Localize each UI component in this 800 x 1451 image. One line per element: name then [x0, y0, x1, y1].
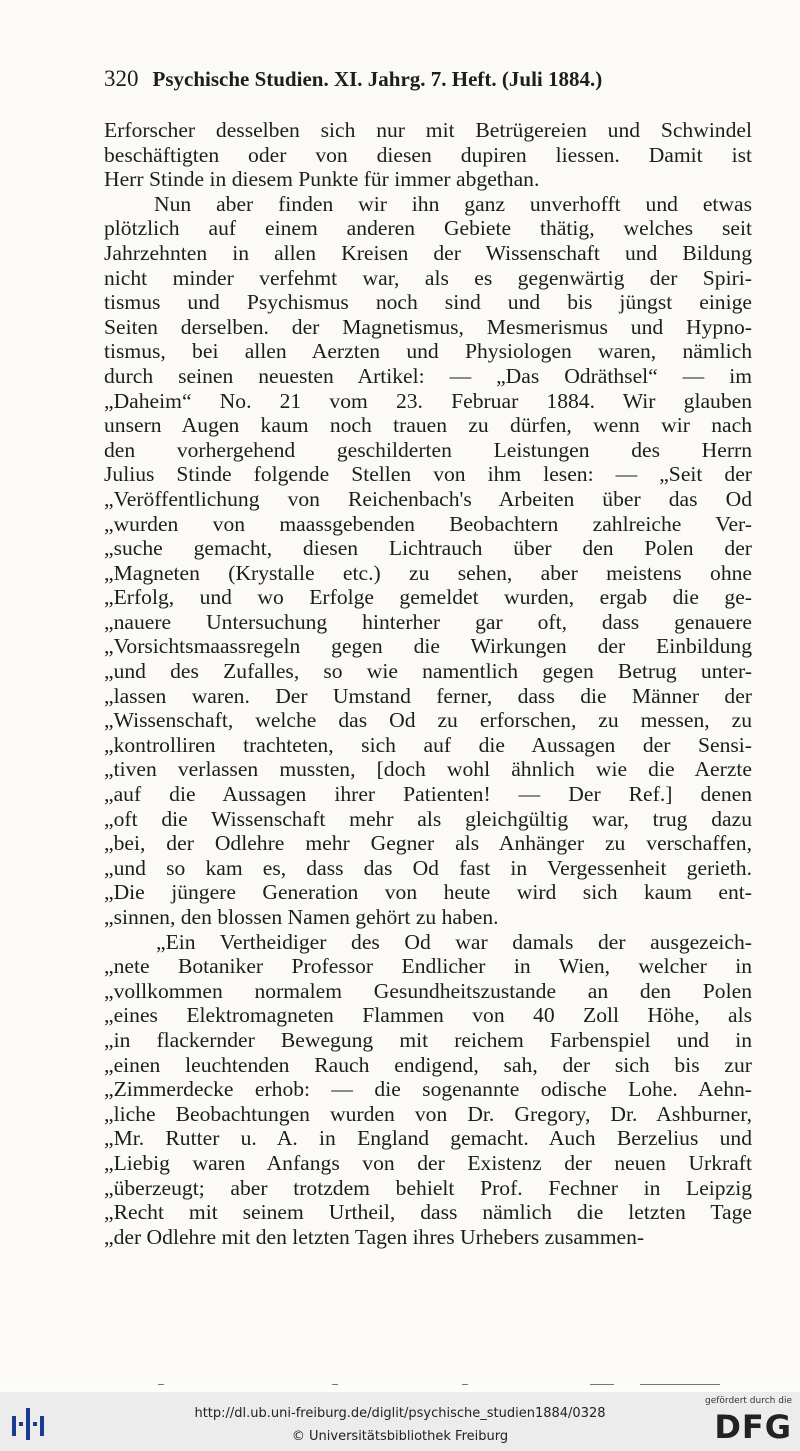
- page-number: 320: [104, 66, 139, 91]
- text-line: „kontrolliren trachteten, sich auf die Aussagen der Sensi-: [104, 732, 752, 757]
- text-line: „in flackernder Bewegung mit reichem Farbenspiel und in: [104, 1027, 752, 1052]
- text-line: „und des Zufalles, so wie namentlich gegen Betrug unter-: [104, 659, 752, 684]
- text-line: tismus, bei allen Aerzten und Physiologen waren, nämlich: [104, 339, 752, 364]
- text-line: „Daheim“ No. 21 vom 23. Februar 1884. Wir glauben: [104, 388, 752, 413]
- page-header: [104, 66, 754, 92]
- dfg-logo: [702, 1396, 792, 1448]
- text-line: „einen leuchtenden Rauch endigend, sah, der sich bis zur: [104, 1052, 752, 1077]
- viewer-footer: [0, 1392, 800, 1451]
- bottom-rule-fragments: [150, 1384, 730, 1388]
- text-line: Erforscher desselben sich nur mit Betrügereien und Schwindel: [104, 118, 752, 142]
- dfg-wordmark: DFG: [714, 1408, 792, 1446]
- text-line: „der Odlehre mit den letzten Tagen ihres Urhebers zusammen-: [104, 1224, 645, 1249]
- text-line: „überzeugt; aber trotzdem behielt Prof. Fechner in Leipzig: [104, 1175, 752, 1200]
- text-line: nicht minder verfehmt war, als es gegenwärtig der Spiri-: [104, 265, 752, 290]
- text-line: tismus und Psychismus noch sind und bis jüngst einige: [104, 290, 752, 315]
- copyright-notice: © Universitätsbibliothek Freiburg: [291, 1429, 509, 1444]
- text-line: „vollkommen normalem Gesundheitszustande an den Polen: [104, 978, 752, 1003]
- text-line: „sinnen, den blossen Namen gehört zu haben.: [104, 905, 499, 929]
- text-line: durch seinen neuesten Artikel: — „Das Odräthsel“ — im: [104, 363, 752, 388]
- text-line: „eines Elektromagneten Flammen von 40 Zoll Höhe, als: [104, 1003, 752, 1028]
- text-line: „bei, der Odlehre mehr Gegner als Anhänger zu verschaffen,: [104, 831, 752, 856]
- text-line: „Magneten (Krystalle etc.) zu sehen, aber meistens ohne: [104, 560, 752, 585]
- text-line: „Liebig waren Anfangs von der Existenz der neuen Urkraft: [104, 1150, 752, 1175]
- text-line: „oft die Wissenschaft mehr als gleichgültig war, trug dazu: [104, 806, 752, 831]
- text-line: plötzlich auf einem anderen Gebiete thätig, welches seit: [104, 216, 752, 241]
- text-line: „Vorsichtsmaassregeln gegen die Wirkungen der Einbildung: [104, 634, 752, 659]
- text-line: „suche gemacht, diesen Lichtrauch über den Polen der: [104, 536, 752, 561]
- text-line: Herr Stinde in diesem Punkte für immer abgethan.: [104, 167, 540, 192]
- text-line: „Wissenschaft, welche das Od zu erforschen, zu messen, zu: [104, 708, 752, 733]
- text-line: „wurden von maassgebenden Beobachtern zahlreiche Ver-: [104, 511, 752, 536]
- permalink-url[interactable]: http://dl.ub.uni-freiburg.de/diglit/psychische_studien1884/0328: [194, 1406, 606, 1421]
- text-line: „Die jüngere Generation von heute wird sich kaum ent-: [104, 880, 752, 905]
- text-line: „Zimmerdecke erhob: — die sogenannte odische Lohe. Aehn-: [104, 1077, 752, 1102]
- running-title: Psychische Studien. XI. Jahrg. 7. Heft. (Juli 1884.): [152, 67, 603, 91]
- text-line: „tiven verlassen mussten, [doch wohl ähnlich wie die Aerzte: [104, 757, 752, 782]
- text-line: „auf die Aussagen ihrer Patienten! — Der Ref.] denen: [104, 782, 752, 807]
- text-line: „Ein Vertheidiger des Od war damals der ausgezeich-: [156, 929, 752, 954]
- text-line: Jahrzehnten in allen Kreisen der Wissenschaft und Bildung: [104, 240, 752, 265]
- text-line: Julius Stinde folgende Stellen von ihm lesen: — „Seit der: [104, 462, 752, 487]
- body-text: [104, 118, 752, 1249]
- text-line: „Erfolg, und wo Erfolge gemeldet wurden, ergab die ge-: [104, 585, 752, 610]
- text-line: „nete Botaniker Professor Endlicher in Wien, welcher in: [104, 954, 752, 979]
- text-line: „liche Beobachtungen wurden von Dr. Gregory, Dr. Ashburner,: [104, 1101, 752, 1126]
- text-line: Nun aber finden wir ihn ganz unverhofft und etwas: [154, 191, 752, 216]
- dfg-supertext: gefördert durch die: [705, 1396, 792, 1406]
- text-line: „nauere Untersuchung hinterher gar oft, dass genauere: [104, 609, 752, 634]
- text-line: „Mr. Rutter u. A. in England gemacht. Auch Berzelius und: [104, 1126, 752, 1151]
- text-line: „lassen waren. Der Umstand ferner, dass die Männer der: [104, 683, 752, 708]
- text-line: den vorhergehend geschilderten Leistungen des Herrn: [104, 437, 752, 462]
- text-line: beschäftigten oder von diesen dupiren liessen. Damit ist: [104, 142, 752, 167]
- text-line: „Recht mit seinem Urtheil, dass nämlich die letzten Tage: [104, 1200, 752, 1225]
- text-line: „Veröffentlichung von Reichenbach's Arbeiten über das Od: [104, 486, 752, 511]
- text-line: unsern Augen kaum noch trauen zu dürfen, wenn wir nach: [104, 413, 752, 438]
- text-line: „und so kam es, dass das Od fast in Vergessenheit gerieth.: [104, 855, 752, 880]
- text-line: Seiten derselben. der Magnetismus, Mesmerismus und Hypno-: [104, 314, 752, 339]
